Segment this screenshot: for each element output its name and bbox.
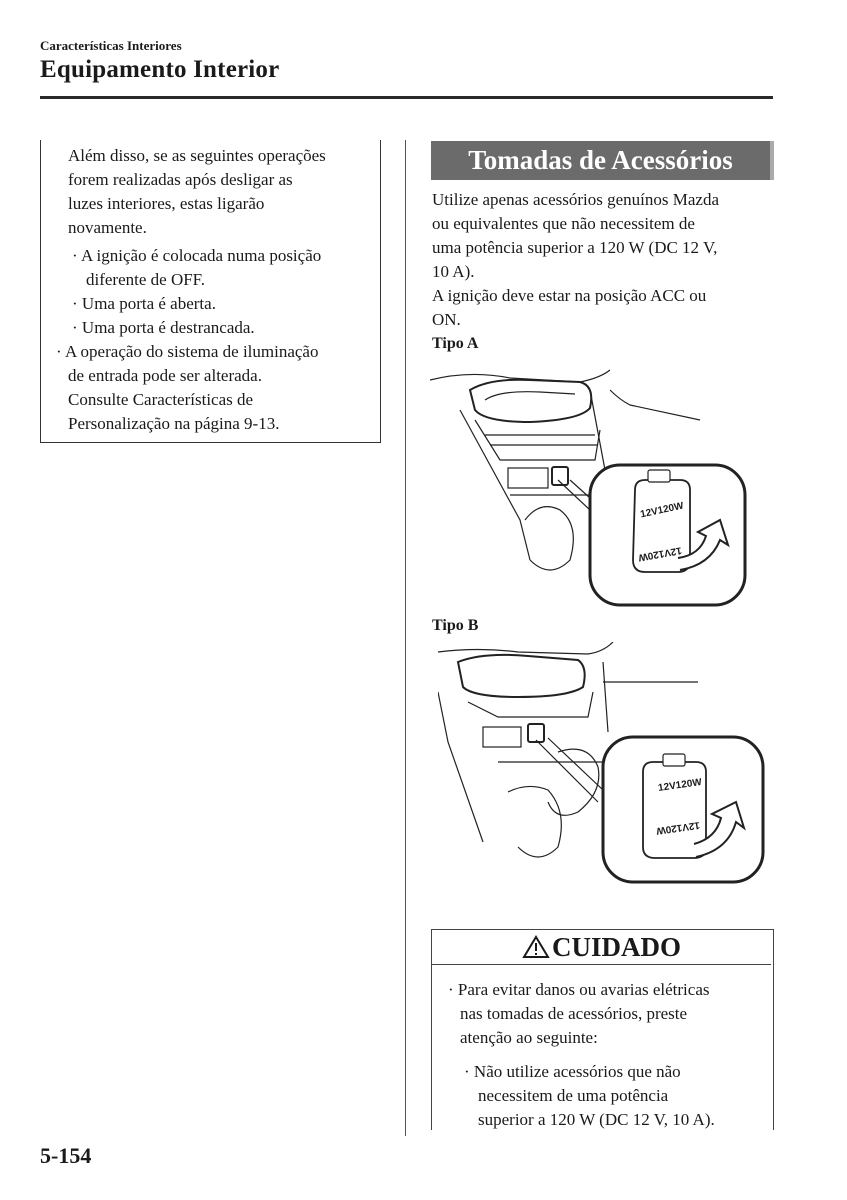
- sub-bullet-list: [68, 244, 373, 340]
- page-title: Equipamento Interior: [40, 56, 280, 83]
- bullet-line: Personalização na página 9-13.: [68, 414, 280, 433]
- text-line: 10 A).: [432, 262, 475, 281]
- sub-bullet-cont: superior a 120 W (DC 12 V, 10 A).: [478, 1110, 715, 1129]
- bullet-line: de entrada pode ser alterada.: [68, 366, 262, 385]
- text-line: Utilize apenas acessórios genuínos Mazda: [432, 190, 720, 209]
- caution-header: [432, 930, 771, 965]
- socket-label-flipped: 12V120W: [655, 818, 701, 837]
- sub-bullet: · A ignição é colocada numa posição: [72, 246, 322, 265]
- warning-icon: [522, 935, 550, 959]
- socket-label-flipped: 12V120W: [637, 544, 683, 563]
- bullet-line: nas tomadas de acessórios, preste: [460, 1004, 688, 1023]
- socket-label: 12V120W: [657, 776, 703, 795]
- text-line: uma potência superior a 120 W (DC 12 V,: [432, 238, 718, 257]
- sub-bullet: · Uma porta é destrancada.: [72, 318, 255, 337]
- text-line: novamente.: [68, 218, 147, 237]
- intro-paragraph: [68, 144, 373, 240]
- sub-bullet: · Não utilize acessórios que não: [464, 1062, 681, 1081]
- text-line: Além disso, se as seguintes operações: [68, 146, 326, 165]
- title-rule: [40, 96, 773, 99]
- section-label: Características Interiores: [40, 38, 182, 53]
- note-text: [56, 144, 373, 436]
- bullet-line: · Para evitar danos ou avarias elétricas: [448, 980, 710, 999]
- tipo-a-illustration: [430, 360, 750, 610]
- right-text: [432, 188, 777, 356]
- section-heading: Tomadas de Acessórios: [431, 141, 774, 180]
- tipo-b-illustration: [438, 642, 768, 887]
- page-number: 5-154: [40, 1143, 92, 1168]
- sub-bullet-cont: necessitem de uma potência: [478, 1086, 669, 1105]
- tipo-a-label: Tipo A: [432, 335, 479, 352]
- bullet-line: · A operação do sistema de iluminação: [56, 342, 319, 361]
- text-line: forem realizadas após desligar as: [68, 170, 293, 189]
- tipo-b-label: Tipo B: [432, 617, 479, 634]
- bullet-line: atenção ao seguinte:: [460, 1028, 598, 1047]
- text-line: ON.: [432, 310, 461, 329]
- socket-label: 12V120W: [639, 500, 685, 521]
- caution-text: [448, 978, 766, 1132]
- text-line: ou equivalentes que não necessitem de: [432, 214, 695, 233]
- bullet-2: [56, 340, 373, 436]
- bullet-line: Consulte Características de: [68, 390, 254, 409]
- sub-bullet-cont: diferente de OFF.: [86, 270, 206, 289]
- text-line: A ignição deve estar na posição ACC ou: [432, 286, 707, 305]
- sub-bullet: · Uma porta é aberta.: [72, 294, 216, 313]
- column-divider: [405, 140, 406, 1136]
- caution-title: CUIDADO: [551, 932, 681, 962]
- text-line: luzes interiores, estas ligarão: [68, 194, 265, 213]
